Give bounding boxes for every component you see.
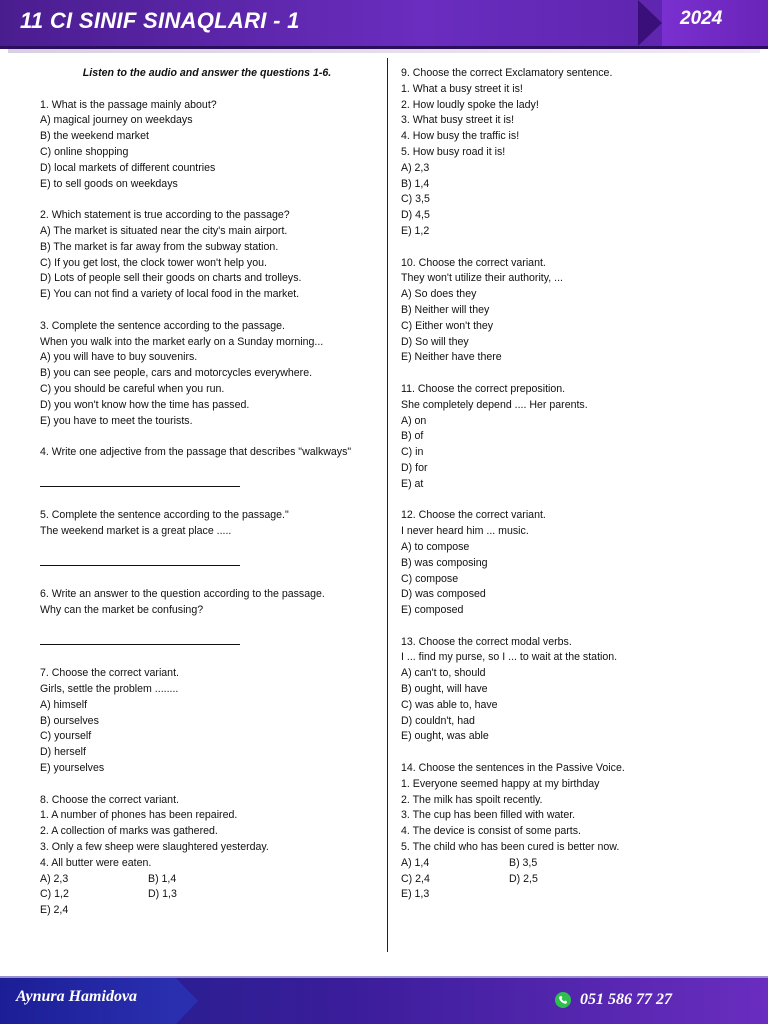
answer-blank-line[interactable] — [40, 556, 374, 572]
statement: 3. The cup has been filled with water. — [401, 809, 576, 822]
question-10 — [401, 256, 751, 367]
header-year: 2024 — [680, 8, 723, 29]
answer-blank-line[interactable] — [40, 477, 374, 493]
statement: 4. How busy the traffic is! — [401, 130, 520, 143]
question-3 — [40, 319, 374, 430]
statement: 1. Everyone seemed happy at my birthday — [401, 777, 600, 790]
author-name: Aynura Hamidova — [16, 988, 138, 1005]
statement: 2. The milk has spoilt recently. — [401, 793, 543, 806]
answer-option: D) was composed — [401, 588, 486, 601]
answer-option: A) 2,3 — [40, 872, 69, 885]
question-stem: I never heard him ... music. — [401, 525, 529, 538]
question-prompt: 12. Choose the correct variant. — [401, 509, 546, 522]
answer-option: A) on — [401, 414, 427, 427]
question-13 — [401, 635, 751, 746]
question-prompt: 7. Choose the correct variant. — [40, 667, 179, 680]
question-1 — [40, 98, 374, 193]
answer-option: D) Lots of people sell their goods on charts and trolleys. — [40, 272, 302, 285]
answer-option: D) 2,5 — [509, 872, 538, 885]
answer-option: B) you can see people, cars and motorcycles everywhere. — [40, 367, 313, 380]
statement: 1. What a busy street it is! — [401, 82, 523, 95]
question-stem: The weekend market is a great place ..... — [40, 525, 232, 538]
answer-option: D) you won't know how the time has passed. — [40, 398, 250, 411]
answer-option: E) composed — [401, 604, 464, 617]
answer-option: A) to compose — [401, 540, 470, 553]
page-title: 11 CI SINIF SINAQLARI - 1 — [20, 8, 300, 33]
answer-option: D) 1,3 — [148, 888, 177, 901]
question-prompt: 5. Complete the sentence according to the passage." — [40, 509, 289, 522]
header-banner — [0, 0, 768, 49]
question-prompt: 6. Write an answer to the question according to the passage. — [40, 588, 325, 601]
answer-option: B) was composing — [401, 556, 488, 569]
answer-option: E) You can not find a variety of local food in the market. — [40, 288, 300, 301]
answer-option: E) 1,2 — [401, 224, 430, 237]
answer-option-row — [40, 872, 374, 888]
question-prompt: 10. Choose the correct variant. — [401, 256, 546, 269]
question-2 — [40, 208, 374, 303]
answer-option: A) 1,4 — [401, 856, 430, 869]
answer-option: A) himself — [40, 698, 88, 711]
question-prompt: 13. Choose the correct modal verbs. — [401, 635, 572, 648]
answer-option: C) 3,5 — [401, 193, 430, 206]
answer-option: A) 2,3 — [401, 161, 430, 174]
question-7 — [40, 666, 374, 777]
answer-option: C) you should be careful when you run. — [40, 382, 225, 395]
instructions: Listen to the audio and answer the questions 1-6. — [82, 67, 332, 79]
answer-option: E) 2,4 — [40, 904, 69, 917]
answer-option-row — [401, 872, 751, 888]
answer-option: C) in — [401, 446, 424, 459]
statement: 3. What busy street it is! — [401, 114, 515, 127]
answer-option-row — [401, 856, 751, 872]
answer-option: E) you have to meet the tourists. — [40, 414, 193, 427]
question-6 — [40, 587, 374, 650]
answer-option: D) So will they — [401, 335, 469, 348]
answer-option: D) couldn't, had — [401, 714, 475, 727]
answer-option: B) 1,4 — [148, 872, 177, 885]
question-prompt: 1. What is the passage mainly about? — [40, 98, 217, 111]
column-divider — [387, 58, 388, 952]
question-stem: When you walk into the market early on a Sunday morning... — [40, 335, 324, 348]
answer-option: C) Either won't they — [401, 319, 494, 332]
answer-option: E) to sell goods on weekdays — [40, 177, 178, 190]
answer-option-row — [40, 887, 374, 903]
header-shadow — [8, 49, 760, 53]
statement: 3. Only a few sheep were slaughtered yesterday. — [40, 841, 269, 854]
answer-option: E) yourselves — [40, 762, 105, 775]
answer-option: C) online shopping — [40, 145, 129, 158]
header-arrow-shape — [638, 0, 662, 46]
answer-option: B) 3,5 — [509, 856, 538, 869]
statement: 2. A collection of marks was gathered. — [40, 825, 218, 838]
answer-option: B) the weekend market — [40, 130, 149, 143]
answer-option: D) local markets of different countries — [40, 161, 216, 174]
right-column — [401, 66, 751, 903]
question-prompt: 8. Choose the correct variant. — [40, 793, 179, 806]
answer-option: E) Neither have there — [401, 351, 502, 364]
question-stem: Girls, settle the problem ........ — [40, 683, 179, 696]
statement: 5. The child who has been cured is better now. — [401, 841, 620, 854]
statement: 1. A number of phones has been repaired. — [40, 809, 238, 822]
answer-option: A) can't to, should — [401, 667, 486, 680]
question-prompt: 11. Choose the correct preposition. — [401, 382, 566, 395]
answer-option: C) compose — [401, 572, 459, 585]
left-column — [40, 66, 374, 919]
question-9 — [401, 66, 751, 240]
answer-option: B) ought, will have — [401, 683, 488, 696]
statement: 4. The device is consist of some parts. — [401, 825, 581, 838]
question-11 — [401, 382, 751, 493]
question-stem: I ... find my purse, so I ... to wait at the station. — [401, 651, 618, 664]
question-prompt: 4. Write one adjective from the passage that describes "walkways" — [40, 446, 352, 459]
answer-option: E) ought, was able — [401, 730, 489, 743]
answer-option: D) 4,5 — [401, 209, 430, 222]
answer-option: C) 1,2 — [40, 888, 69, 901]
answer-option: C) If you get lost, the clock tower won't help you. — [40, 256, 267, 269]
answer-option: A) So does they — [401, 288, 477, 301]
question-stem: Why can the market be confusing? — [40, 604, 204, 617]
statement: 2. How loudly spoke the lady! — [401, 98, 539, 111]
statement: 4. All butter were eaten. — [40, 856, 152, 869]
answer-option: D) herself — [40, 746, 86, 759]
answer-option: B) of — [401, 430, 424, 443]
question-8 — [40, 793, 374, 919]
whatsapp-phone-icon — [555, 992, 571, 1008]
answer-option: E) 1,3 — [401, 888, 430, 901]
answer-option: B) 1,4 — [401, 177, 430, 190]
question-prompt: 9. Choose the correct Exclamatory sentence. — [401, 67, 613, 79]
statement: 5. How busy road it is! — [401, 145, 506, 158]
answer-option: B) The market is far away from the subway station. — [40, 240, 279, 253]
answer-option: C) 2,4 — [401, 872, 430, 885]
question-prompt: 2. Which statement is true according to the passage? — [40, 209, 290, 222]
answer-option: B) Neither will they — [401, 303, 490, 316]
question-12 — [401, 508, 751, 619]
answer-option: A) you will have to buy souvenirs. — [40, 351, 198, 364]
answer-blank-line[interactable] — [40, 635, 374, 651]
answer-option: B) ourselves — [40, 714, 99, 727]
phone-number: 051 586 77 27 — [580, 991, 672, 1008]
question-stem: She completely depend .... Her parents. — [401, 398, 588, 411]
answer-option: C) yourself — [40, 730, 92, 743]
answer-option: A) magical journey on weekdays — [40, 114, 193, 127]
answer-option: C) was able to, have — [401, 698, 498, 711]
footer-banner — [0, 976, 768, 1024]
answer-option: E) at — [401, 477, 424, 490]
question-4 — [40, 445, 374, 492]
question-5 — [40, 508, 374, 571]
question-prompt: 14. Choose the sentences in the Passive Voice. — [401, 762, 625, 775]
footer-notch-shape — [176, 978, 198, 1024]
question-stem: They won't utilize their authority, ... — [401, 272, 563, 285]
question-14 — [401, 761, 751, 903]
answer-option: A) The market is situated near the city's main airport. — [40, 224, 288, 237]
question-prompt: 3. Complete the sentence according to the passage. — [40, 319, 285, 332]
answer-option: D) for — [401, 461, 428, 474]
